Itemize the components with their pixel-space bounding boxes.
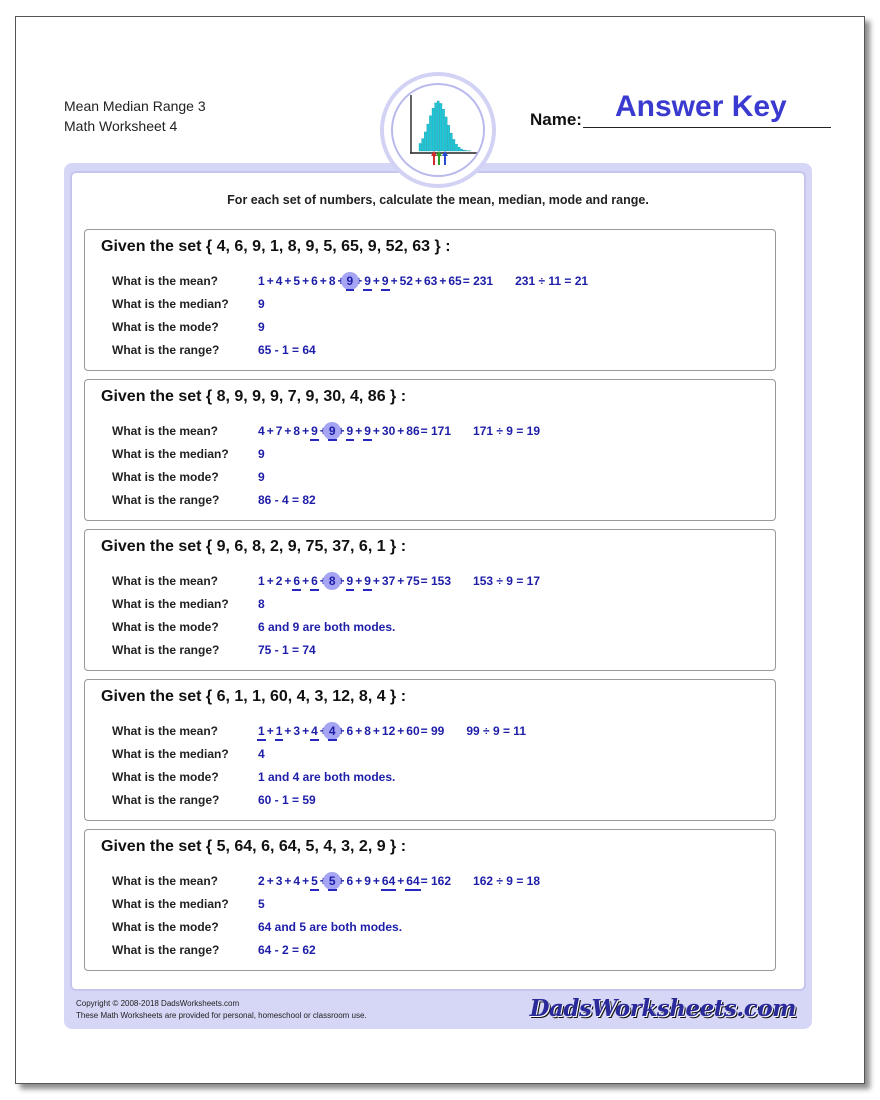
plus-sign: + (355, 274, 363, 288)
sum-term: 4 (275, 274, 283, 288)
worksheet-title-line2: Math Worksheet 4 (64, 118, 178, 134)
problem-5 (84, 829, 776, 971)
plus-sign: + (337, 574, 345, 588)
mean-working (258, 574, 540, 592)
problem-3 (84, 529, 776, 671)
median-label: What is the median? (112, 747, 229, 761)
median-term: 9 (328, 424, 336, 438)
sum-term: 86 (406, 424, 420, 438)
mode-answer: 9 (258, 320, 265, 334)
median-label: What is the median? (112, 297, 229, 311)
plus-sign: + (284, 724, 292, 738)
plus-sign: + (266, 574, 274, 588)
sum-term: 6 (346, 874, 354, 888)
sum-term: 37 (381, 574, 396, 588)
sum-term: 7 (275, 424, 283, 438)
median-label: What is the median? (112, 447, 229, 461)
mode-answer: 6 and 9 are both modes. (258, 620, 396, 634)
plus-sign: + (337, 874, 345, 888)
sum-term: 2 (275, 574, 283, 588)
plus-sign: + (319, 274, 327, 288)
plus-sign: + (372, 874, 380, 888)
mean-label: What is the mean? (112, 424, 219, 438)
histogram-graphic (393, 85, 483, 175)
mean-result: 99 ÷ 9 = 11 (466, 724, 526, 738)
plus-sign: + (439, 274, 447, 288)
plus-sign: + (337, 724, 345, 738)
mode-term: 64 (381, 874, 396, 888)
mode-label: What is the mode? (112, 770, 219, 784)
plus-sign: + (284, 574, 292, 588)
mode-term: 9 (364, 274, 371, 288)
range-label: What is the range? (112, 943, 220, 957)
median-term: 9 (346, 274, 354, 288)
mode-term: 6 (293, 574, 301, 588)
plus-sign: + (266, 724, 274, 738)
mean-label: What is the mean? (112, 724, 219, 738)
sum-term: 60 (406, 724, 420, 738)
plus-sign: + (372, 424, 380, 438)
median-label: What is the median? (112, 597, 229, 611)
mode-term: 9 (381, 274, 389, 288)
median-answer: 9 (258, 447, 265, 461)
sum-term: 3 (293, 724, 301, 738)
sum-term: 8 (328, 274, 336, 288)
plus-sign: + (390, 274, 398, 288)
dadsworksheets-logo: DadsWorksheets.com (529, 995, 796, 1022)
plus-sign: + (319, 424, 327, 438)
plus-sign: + (302, 724, 310, 738)
sum-term: 8 (364, 724, 371, 738)
median-term: 8 (328, 574, 336, 588)
problem-set-title: Given the set { 9, 6, 8, 2, 9, 75, 37, 6, 1 } : (101, 538, 407, 555)
median-answer: 5 (258, 897, 265, 911)
plus-sign: + (337, 424, 345, 438)
problem-4 (84, 679, 776, 821)
median-answer: 4 (258, 747, 265, 761)
range-answer: 65 - 1 = 64 (258, 343, 316, 357)
plus-sign: + (372, 574, 380, 588)
plus-sign: + (266, 874, 274, 888)
normal-distribution-histogram-icon (391, 83, 485, 177)
mode-label: What is the mode? (112, 620, 219, 634)
median-term: 5 (328, 874, 336, 888)
mode-term: 5 (311, 874, 318, 888)
copyright-text: Copyright © 2008-2018 DadsWorksheets.com (76, 999, 240, 1008)
mode-answer: 9 (258, 470, 265, 484)
sum-result: = 171 (420, 424, 452, 438)
logo-badge (380, 72, 496, 188)
worksheet-frame (64, 163, 812, 1029)
plus-sign: + (355, 724, 363, 738)
worksheet-title-line1: Mean Median Range 3 (64, 98, 206, 114)
mode-term: 9 (346, 424, 354, 438)
sum-term: 4 (258, 424, 265, 438)
mean-working (258, 274, 588, 292)
plus-sign: + (319, 574, 327, 588)
sum-term: 8 (293, 424, 301, 438)
range-label: What is the range? (112, 343, 220, 357)
name-line[interactable] (583, 127, 831, 128)
problem-set-title: Given the set { 5, 64, 6, 64, 5, 4, 3, 2, 9 } : (101, 838, 407, 855)
plus-sign: + (284, 274, 292, 288)
plus-sign: + (355, 424, 363, 438)
range-answer: 64 - 2 = 62 (258, 943, 316, 957)
range-answer: 60 - 1 = 59 (258, 793, 316, 807)
plus-sign: + (414, 274, 422, 288)
mean-result: 162 ÷ 9 = 18 (473, 874, 541, 888)
mode-answer: 64 and 5 are both modes. (258, 920, 403, 934)
mean-result: 231 ÷ 11 = 21 (515, 274, 589, 288)
median-label: What is the median? (112, 897, 229, 911)
problem-1 (84, 229, 776, 371)
sum-result: = 162 (420, 874, 452, 888)
sum-result: = 99 (420, 724, 445, 738)
plus-sign: + (284, 424, 292, 438)
problem-set-title: Given the set { 8, 9, 9, 9, 7, 9, 30, 4, 86 } : (101, 388, 407, 405)
mode-term: 6 (311, 574, 318, 588)
plus-sign: + (319, 874, 327, 888)
sum-term: 75 (406, 574, 420, 588)
mean-working (258, 424, 540, 442)
mean-result: 153 ÷ 9 = 17 (473, 574, 541, 588)
copyright-notice (76, 998, 367, 1022)
plus-sign: + (284, 874, 292, 888)
plus-sign: + (337, 274, 345, 288)
range-answer: 75 - 1 = 74 (258, 643, 316, 657)
sum-term: 30 (381, 424, 396, 438)
sum-term: 6 (311, 274, 318, 288)
plus-sign: + (397, 724, 405, 738)
median-term: 4 (328, 724, 336, 738)
problem-set-title: Given the set { 6, 1, 1, 60, 4, 3, 12, 8, 4 } : (101, 688, 407, 705)
mean-label: What is the mean? (112, 874, 219, 888)
mode-term: 9 (311, 424, 318, 438)
plus-sign: + (302, 274, 310, 288)
plus-sign: + (302, 424, 310, 438)
mode-term: 4 (311, 724, 318, 738)
range-label: What is the range? (112, 643, 220, 657)
mean-working (258, 874, 540, 892)
instructions: For each set of numbers, calculate the mean, median, mode and range. (227, 193, 649, 207)
problem-2 (84, 379, 776, 521)
plus-sign: + (397, 574, 405, 588)
plus-sign: + (302, 874, 310, 888)
sum-term: 52 (399, 274, 413, 288)
sum-term: 1 (258, 274, 265, 288)
plus-sign: + (372, 724, 380, 738)
mode-answer: 1 and 4 are both modes. (258, 770, 396, 784)
sum-term: 9 (364, 874, 371, 888)
mode-term: 9 (364, 574, 371, 588)
worksheet-title (64, 96, 206, 136)
plus-sign: + (372, 274, 380, 288)
plus-sign: + (266, 424, 274, 438)
mode-label: What is the mode? (112, 920, 219, 934)
plus-sign: + (355, 574, 363, 588)
mode-term: 64 (406, 874, 420, 888)
sum-term: 1 (258, 574, 265, 588)
sum-term: 2 (258, 874, 265, 888)
range-answer: 86 - 4 = 82 (258, 493, 316, 507)
sum-term: 6 (346, 724, 354, 738)
range-label: What is the range? (112, 793, 220, 807)
sum-term: 12 (381, 724, 396, 738)
mean-label: What is the mean? (112, 274, 219, 288)
plus-sign: + (319, 724, 327, 738)
problem-set-title: Given the set { 4, 6, 9, 1, 8, 9, 5, 65, 9, 52, 63 } : (101, 238, 451, 255)
sum-term: 3 (275, 874, 283, 888)
sum-term: 5 (293, 274, 301, 288)
mode-label: What is the mode? (112, 320, 219, 334)
plus-sign: + (302, 574, 310, 588)
name-label: Name: (530, 110, 582, 129)
mode-label: What is the mode? (112, 470, 219, 484)
mode-term: 9 (346, 574, 354, 588)
mean-label: What is the mean? (112, 574, 219, 588)
mean-result: 171 ÷ 9 = 19 (473, 424, 541, 438)
median-answer: 9 (258, 297, 265, 311)
mode-term: 1 (275, 724, 283, 738)
sum-term: 63 (424, 274, 438, 288)
plus-sign: + (397, 424, 405, 438)
answer-key-heading: Answer Key (615, 90, 787, 123)
sum-term: 65 (448, 274, 462, 288)
usage-notice: These Math Worksheets are provided for personal, homeschool or classroom use. (76, 1011, 367, 1020)
range-label: What is the range? (112, 493, 220, 507)
mode-term: 1 (258, 724, 265, 738)
median-answer: 8 (258, 597, 265, 611)
plus-sign: + (355, 874, 363, 888)
plus-sign: + (266, 274, 274, 288)
mode-term: 9 (364, 424, 371, 438)
sum-result: = 231 (462, 274, 494, 288)
sum-result: = 153 (420, 574, 452, 588)
mean-working (258, 724, 526, 742)
sum-term: 4 (293, 874, 301, 888)
plus-sign: + (397, 874, 405, 888)
